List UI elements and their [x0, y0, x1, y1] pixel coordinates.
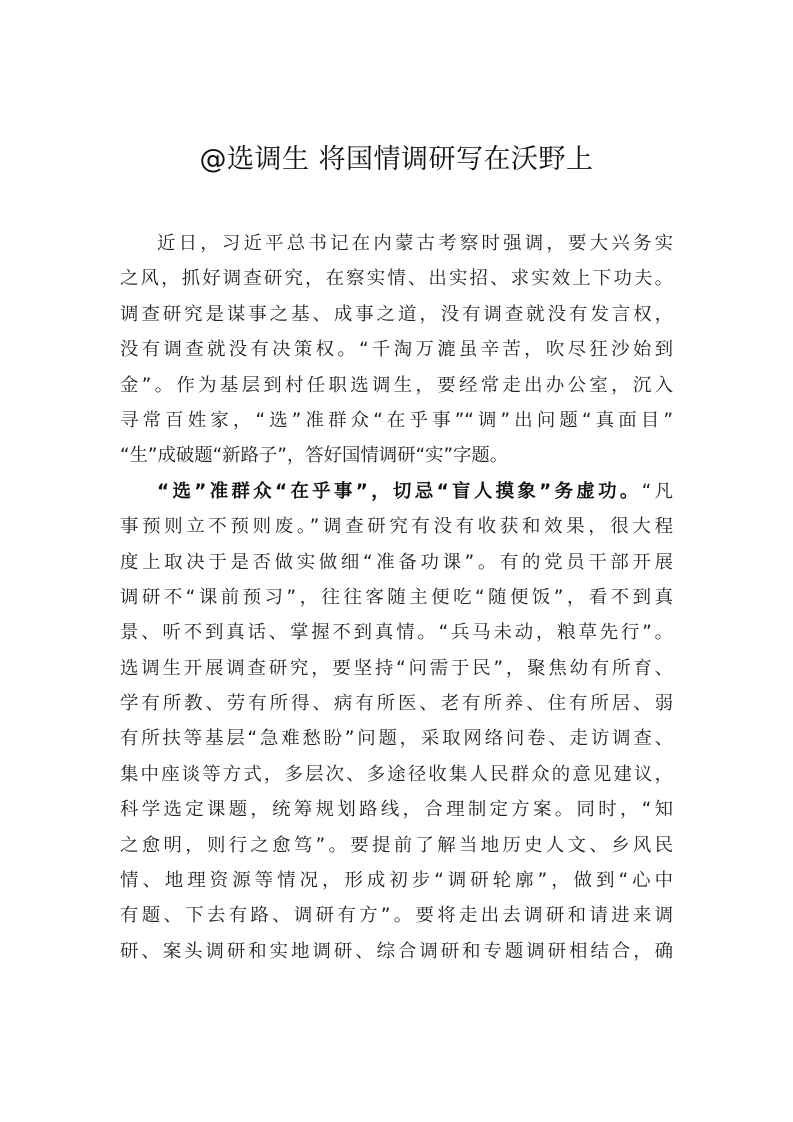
paragraph-1: [120, 226, 673, 474]
paragraph-line: 研、案头调研和实地调研、综合调研和专题调研相结合，确: [120, 940, 673, 962]
paragraph-line: 有题、下去有路、调研有方”。要将走出去调研和请进来调: [120, 905, 673, 927]
paragraph-line: 没有调查就没有决策权。“千淘万漉虽辛苦，吹尽狂沙始到: [120, 339, 673, 361]
paragraph-line: 之风，抓好调查研究，在察实情、出实招、求实效上下功夫。: [120, 268, 673, 290]
paragraph-first-line: [120, 474, 673, 509]
paragraph-line: 度上取决于是否做实做细“准备功课”。有的党员干部开展: [120, 551, 673, 573]
paragraph-2: [120, 474, 673, 969]
paragraph-text: “凡: [641, 480, 673, 502]
paragraph-line: 集中座谈等方式，多层次、多途径收集人民群众的意见建议，: [120, 763, 673, 785]
paragraph-line: 调查研究是谋事之基、成事之道，没有调查就没有发言权，: [120, 303, 673, 325]
paragraph-line: 景、听不到真话、掌握不到真情。“兵马未动，粮草先行”。: [120, 622, 673, 644]
paragraph-line: “生”成破题“新路子”，答好国情调研“实”字题。: [120, 445, 509, 467]
paragraph-line: 情、地理资源等情况，形成初步“调研轮廓”，做到“心中: [120, 870, 673, 892]
paragraph-line: 选调生开展调查研究，要坚持“问需于民”，聚焦幼有所育、: [120, 657, 673, 679]
paragraph-line: 寻常百姓家，“选”准群众“在乎事”“调”出问题“真面目”: [120, 409, 673, 431]
paragraph-line: 金”。作为基层到村任职选调生，要经常走出办公室，沉入: [120, 374, 673, 396]
document-title: @选调生 将国情调研写在沃野上: [199, 144, 594, 175]
section-heading: “选”准群众“在乎事”，切忌“盲人摸象”务虚功。: [157, 480, 642, 502]
paragraph-line: 调研不“课前预习”，往往客随主便吃“随便饭”，看不到真: [120, 586, 673, 608]
paragraph-line: 科学选定课题，统筹规划路线，合理制定方案。同时，“知: [120, 799, 673, 821]
paragraph-line: 有所扶等基层“急难愁盼”问题，采取网络问卷、走访调查、: [120, 728, 673, 750]
document-body: [120, 226, 673, 969]
paragraph-line: 事预则立不预则废。”调查研究有没有收获和效果，很大程: [120, 516, 673, 538]
paragraph-line: 之愈明，则行之愈笃”。要提前了解当地历史人文、乡风民: [120, 834, 673, 856]
paragraph-line: 近日，习近平总书记在内蒙古考察时强调，要大兴务实: [157, 233, 673, 254]
paragraph-line: 学有所教、劳有所得、病有所医、老有所养、住有所居、弱: [120, 693, 673, 715]
